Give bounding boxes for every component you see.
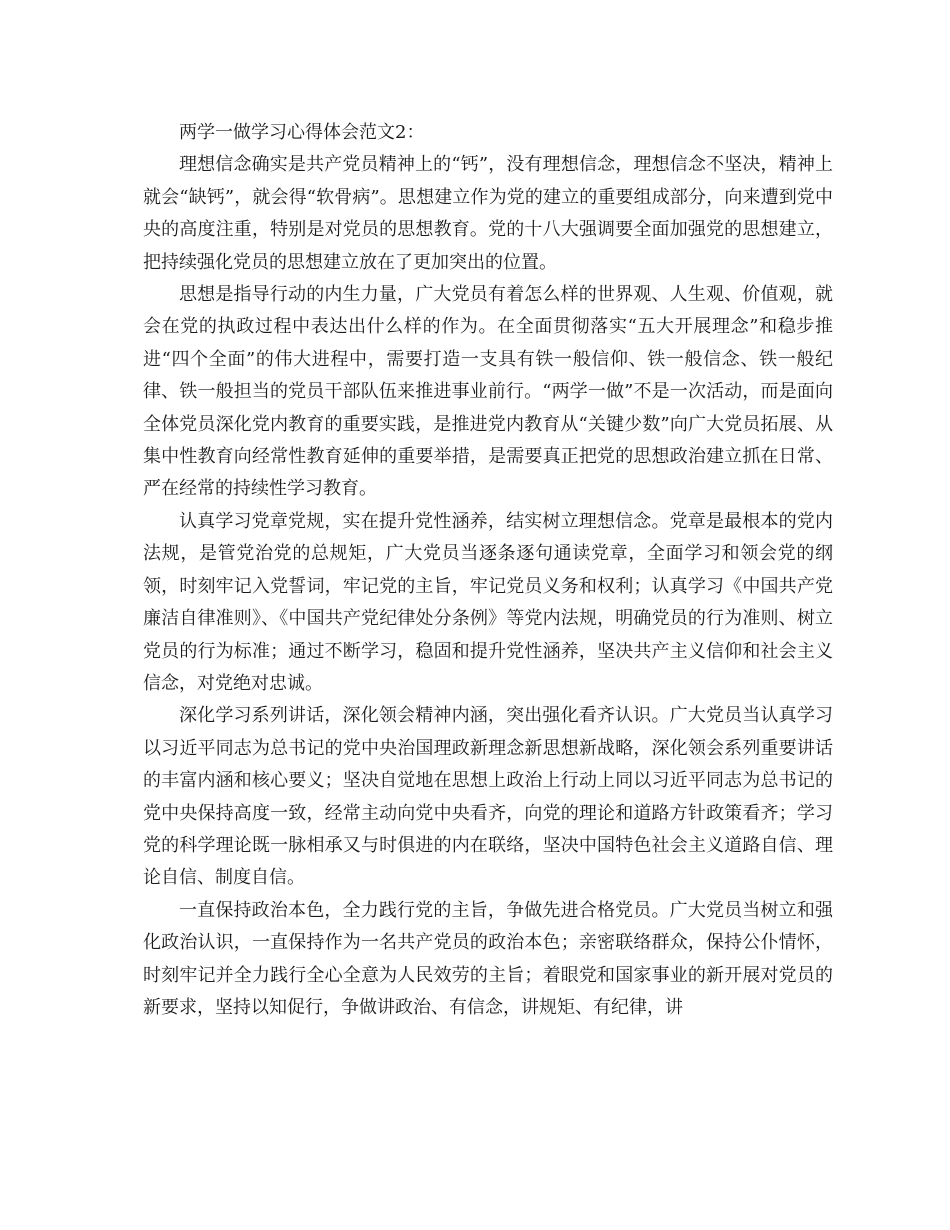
paragraph-4: 深化学习系列讲话，深化领会精神内涵，突出强化看齐认识。广大党员当认真学习以习近平同志为总书记的党中央治国理政新理念新思想新战略，深化领会系列重要讲话的丰富内涵和核心要义；坚决自觉地在思想上政治上行动上同以习近平同志为总书记的党中央保持高度一致，经常主动向党中央看齐，向党的理论和道路方针政策看齐；学习党的科学理论既一脉相承又与时俱进的内在联络，坚决中国特色社会主义道路自信、理论自信、制度自信。	[143, 705, 833, 889]
document-heading: 两学一做学习心得体会范文2：	[179, 122, 425, 143]
paragraph-1: 理想信念确实是共产党员精神上的“钙”，没有理想信念，理想信念不坚决，精神上就会“缺钙”，就会得“软骨病”。思想建立作为党的建立的重要组成部分，向来遭到党中央的高度注重，特别是对党员的思想教育。党的十八大强调要全面加强党的思想建立，把持续强化党员的思想建立放在了更加突出的位置。	[143, 154, 833, 273]
paragraph-3: 认真学习党章党规，实在提升党性涵养，结实树立理想信念。党章是最根本的党内法规，是管党治党的总规矩，广大党员当逐条逐句通读党章，全面学习和领会党的纲领，时刻牢记入党誓词，牢记党的主旨，牢记党员义务和权利；认真学习《中国共产党廉洁自律准则》、《中国共产党纪律处分条例》等党内法规，明确党员的行为准则、树立党员的行为标准；通过不断学习，稳固和提升党性涵养，坚决共产主义信仰和社会主义信念，对党绝对忠诚。	[143, 510, 833, 694]
document-page	[143, 117, 833, 1024]
paragraph-5: 一直保持政治本色，全力践行党的主旨，争做先进合格党员。广大党员当树立和强化政治认识，一直保持作为一名共产党员的政治本色；亲密联络群众，保持公仆情怀，时刻牢记并全力践行全心全意为人民效劳的主旨；着眼党和国家事业的新开展对党员的新要求，坚持以知促行，争做讲政治、有信念，讲规矩、有纪律，讲	[143, 899, 833, 1018]
paragraph-2: 思想是指导行动的内生力量，广大党员有着怎么样的世界观、人生观、价值观，就会在党的执政过程中表达出什么样的作为。在全面贯彻落实“五大开展理念”和稳步推进“四个全面”的伟大进程中，需要打造一支具有铁一般信仰、铁一般信念、铁一般纪律、铁一般担当的党员干部队伍来推进事业前行。“两学一做”不是一次活动，而是面向全体党员深化党内教育的重要实践，是推进党内教育从“关键少数”向广大党员拓展、从集中性教育向经常性教育延伸的重要举措，是需要真正把党的思想政治建立抓在日常、严在经常的持续性学习教育。	[143, 284, 833, 500]
